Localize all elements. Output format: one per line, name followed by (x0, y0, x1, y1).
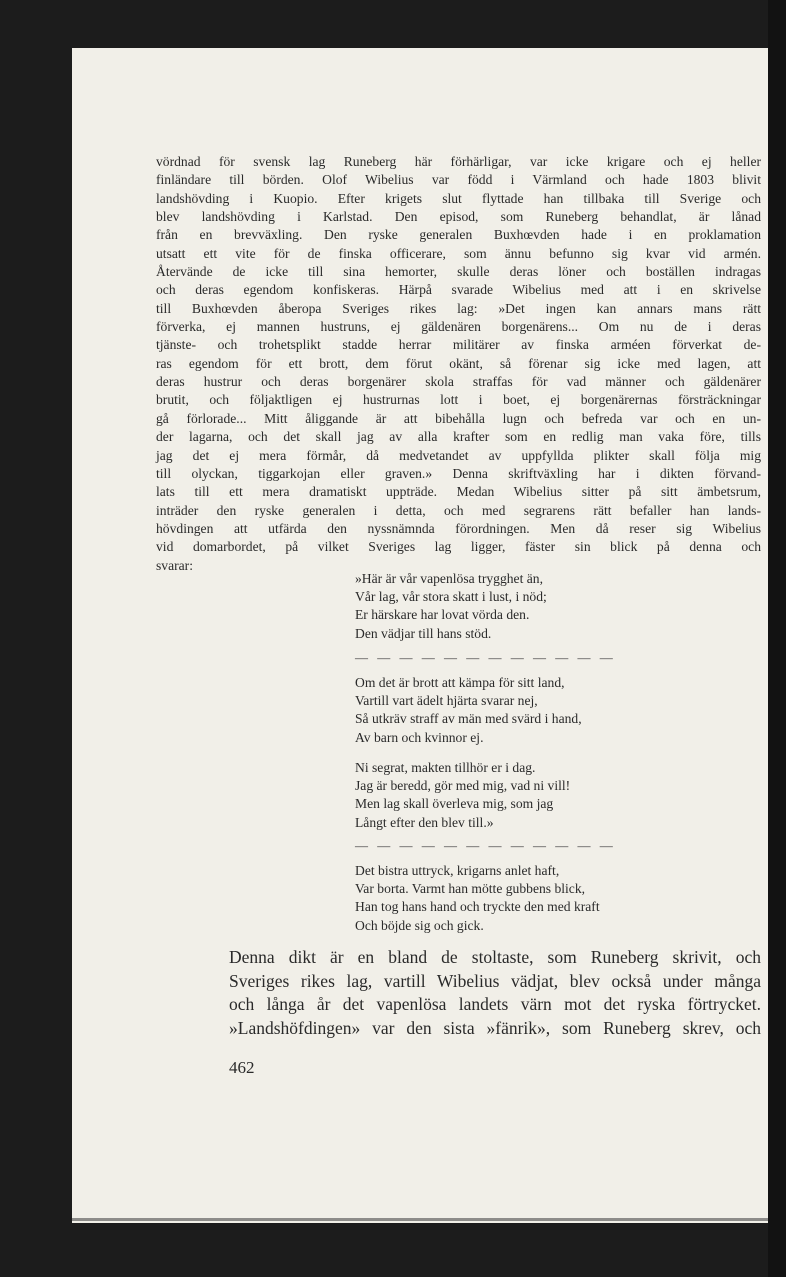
body-line: deras hustrur och deras borgenärer skola straffas för vad männer och gäldenärer (156, 374, 761, 390)
body-line: tjänste- och trohetsplikt stadde herrar militärer av finska arméen förverkat de- (156, 337, 761, 353)
poem-line: Jag är beredd, gör med mig, vad ni vill! (355, 778, 571, 794)
poem-line: Vår lag, vår stora skatt i lust, i nöd; (355, 589, 547, 605)
body-line: jag det ej mera förmår, då medvetandet av uppfyllda plikter skall följa mig (156, 447, 761, 463)
poem-stanza-1 (355, 570, 755, 643)
poem-line: Men lag skall överleva mig, som jag (355, 796, 554, 812)
body-line: vördnad för svensk lag Runeberg här förhärligar, var icke krigare och ej heller (156, 154, 761, 169)
poem-line: Långt efter den blev till.» (355, 814, 494, 830)
body-paragraph (156, 153, 761, 575)
body-line: och deras egendom konfiskeras. Härpå svarade Wibelius med att i en skrivelse (156, 282, 761, 298)
poem-line: Det bistra uttryck, krigarns anlet haft, (355, 863, 560, 878)
poem-line: Så utkräv straff av män med svärd i hand, (355, 711, 582, 727)
body-line: inträder den ryske generalen i detta, och med segrarens rätt befaller han lands- (156, 502, 761, 518)
body-line: utsatt ett vite för de finska officerare, som ännu befunno sig kvar vid armén. (156, 245, 761, 261)
page-number: 462 (229, 1058, 255, 1077)
body-line: lats till ett mera dramatiskt uppträde. Medan Wibelius sitter på sitt ämbetsrum, (156, 484, 761, 500)
body-line: gå förlorade... Mitt åliggande är att bibehålla lugn och befreda var och en un- (156, 410, 761, 426)
body-line: Återvände de icke till sina hemorter, skulle deras löner och boställen indragas (156, 264, 761, 280)
poem-stanza-3 (355, 759, 755, 832)
poem-line: Vartill vart ädelt hjärta svarar nej, (355, 693, 538, 709)
page-bottom-edge (72, 1218, 768, 1221)
body-line: landshövding i Kuopio. Efter krigets slut flyttade han tillbaka till Sverige och (156, 190, 761, 206)
section-dash-divider: — — — — — — — — — — — — (355, 838, 616, 853)
body-line: finländare till börden. Olof Wibelius var född i Värmland och hade 1803 blivit (156, 172, 761, 188)
body-line: der lagarna, och det skall jag av alla krafter som en redlig man vaka före, tills (156, 429, 761, 445)
poem-line: Ni segrat, makten tillhör er i dag. (355, 760, 536, 775)
body-line: till Buxhœvden åberopa Sveriges rikes lag: »Det ingen kan annars mans rätt (156, 300, 761, 316)
body-line: från en brevväxling. Den ryske generalen Buxhœvden hade i en proklamation (156, 227, 761, 243)
body-line: vid domarbordet, på vilket Sveriges lag ligger, fäster sin blick på denna och (156, 539, 761, 555)
closing-line: Sveriges rikes lag, vartill Wibelius vädjat, blev också under många (229, 970, 761, 991)
body-line: brutit, och följaktligen ej hustrurnas lott i boet, ej borgenärernas försträckningar (156, 392, 761, 408)
closing-line: »Landshöfdingen» var den sista »fänrik», som Runeberg skrev, och (229, 1017, 761, 1038)
body-line: till olyckan, tiggarkojan eller graven.» Denna skriftväxling har i dikten förvand- (156, 465, 761, 481)
poem-line: Er härskare har lovat vörda den. (355, 607, 530, 623)
poem-stanza-4 (355, 862, 755, 935)
poem-line: Av barn och kvinnor ej. (355, 729, 484, 745)
poem-line: Var borta. Varmt han mötte gubbens blick, (355, 881, 586, 897)
poem-line: »Här är vår vapenlösa trygghet än, (355, 571, 543, 586)
closing-paragraph (229, 946, 761, 1040)
body-line: förverka, ej mannen hustruns, ej gäldenären borgenärens... Om nu de i deras (156, 319, 761, 335)
body-line: blev landshövding i Karlstad. Den episod, som Runeberg behandlat, är lånad (156, 209, 761, 225)
closing-line: Denna dikt är en bland de stoltaste, som Runeberg skrivit, och (229, 947, 761, 967)
poem-line: Och böjde sig och gick. (355, 917, 484, 933)
body-line: hövdingen att utfärda den nyssnämnda förordningen. Men då reser sig Wibelius (156, 520, 761, 536)
section-dash-divider: — — — — — — — — — — — — (355, 650, 616, 665)
poem-line: Den vädjar till hans stöd. (355, 625, 492, 641)
poem-line: Om det är brott att kämpa för sitt land, (355, 675, 565, 690)
body-line: ras egendom för ett brott, dem förut okänt, så förenar sig icke med lagen, att (156, 355, 761, 371)
poem-line: Han tog hans hand och tryckte den med kraft (355, 899, 600, 915)
body-line: svarar: (156, 557, 193, 573)
scan-right-edge (768, 0, 786, 1277)
poem-stanza-2 (355, 674, 755, 747)
closing-line: och långa år det vapenlösa landets värn mot det ryska förtrycket. (229, 994, 761, 1015)
